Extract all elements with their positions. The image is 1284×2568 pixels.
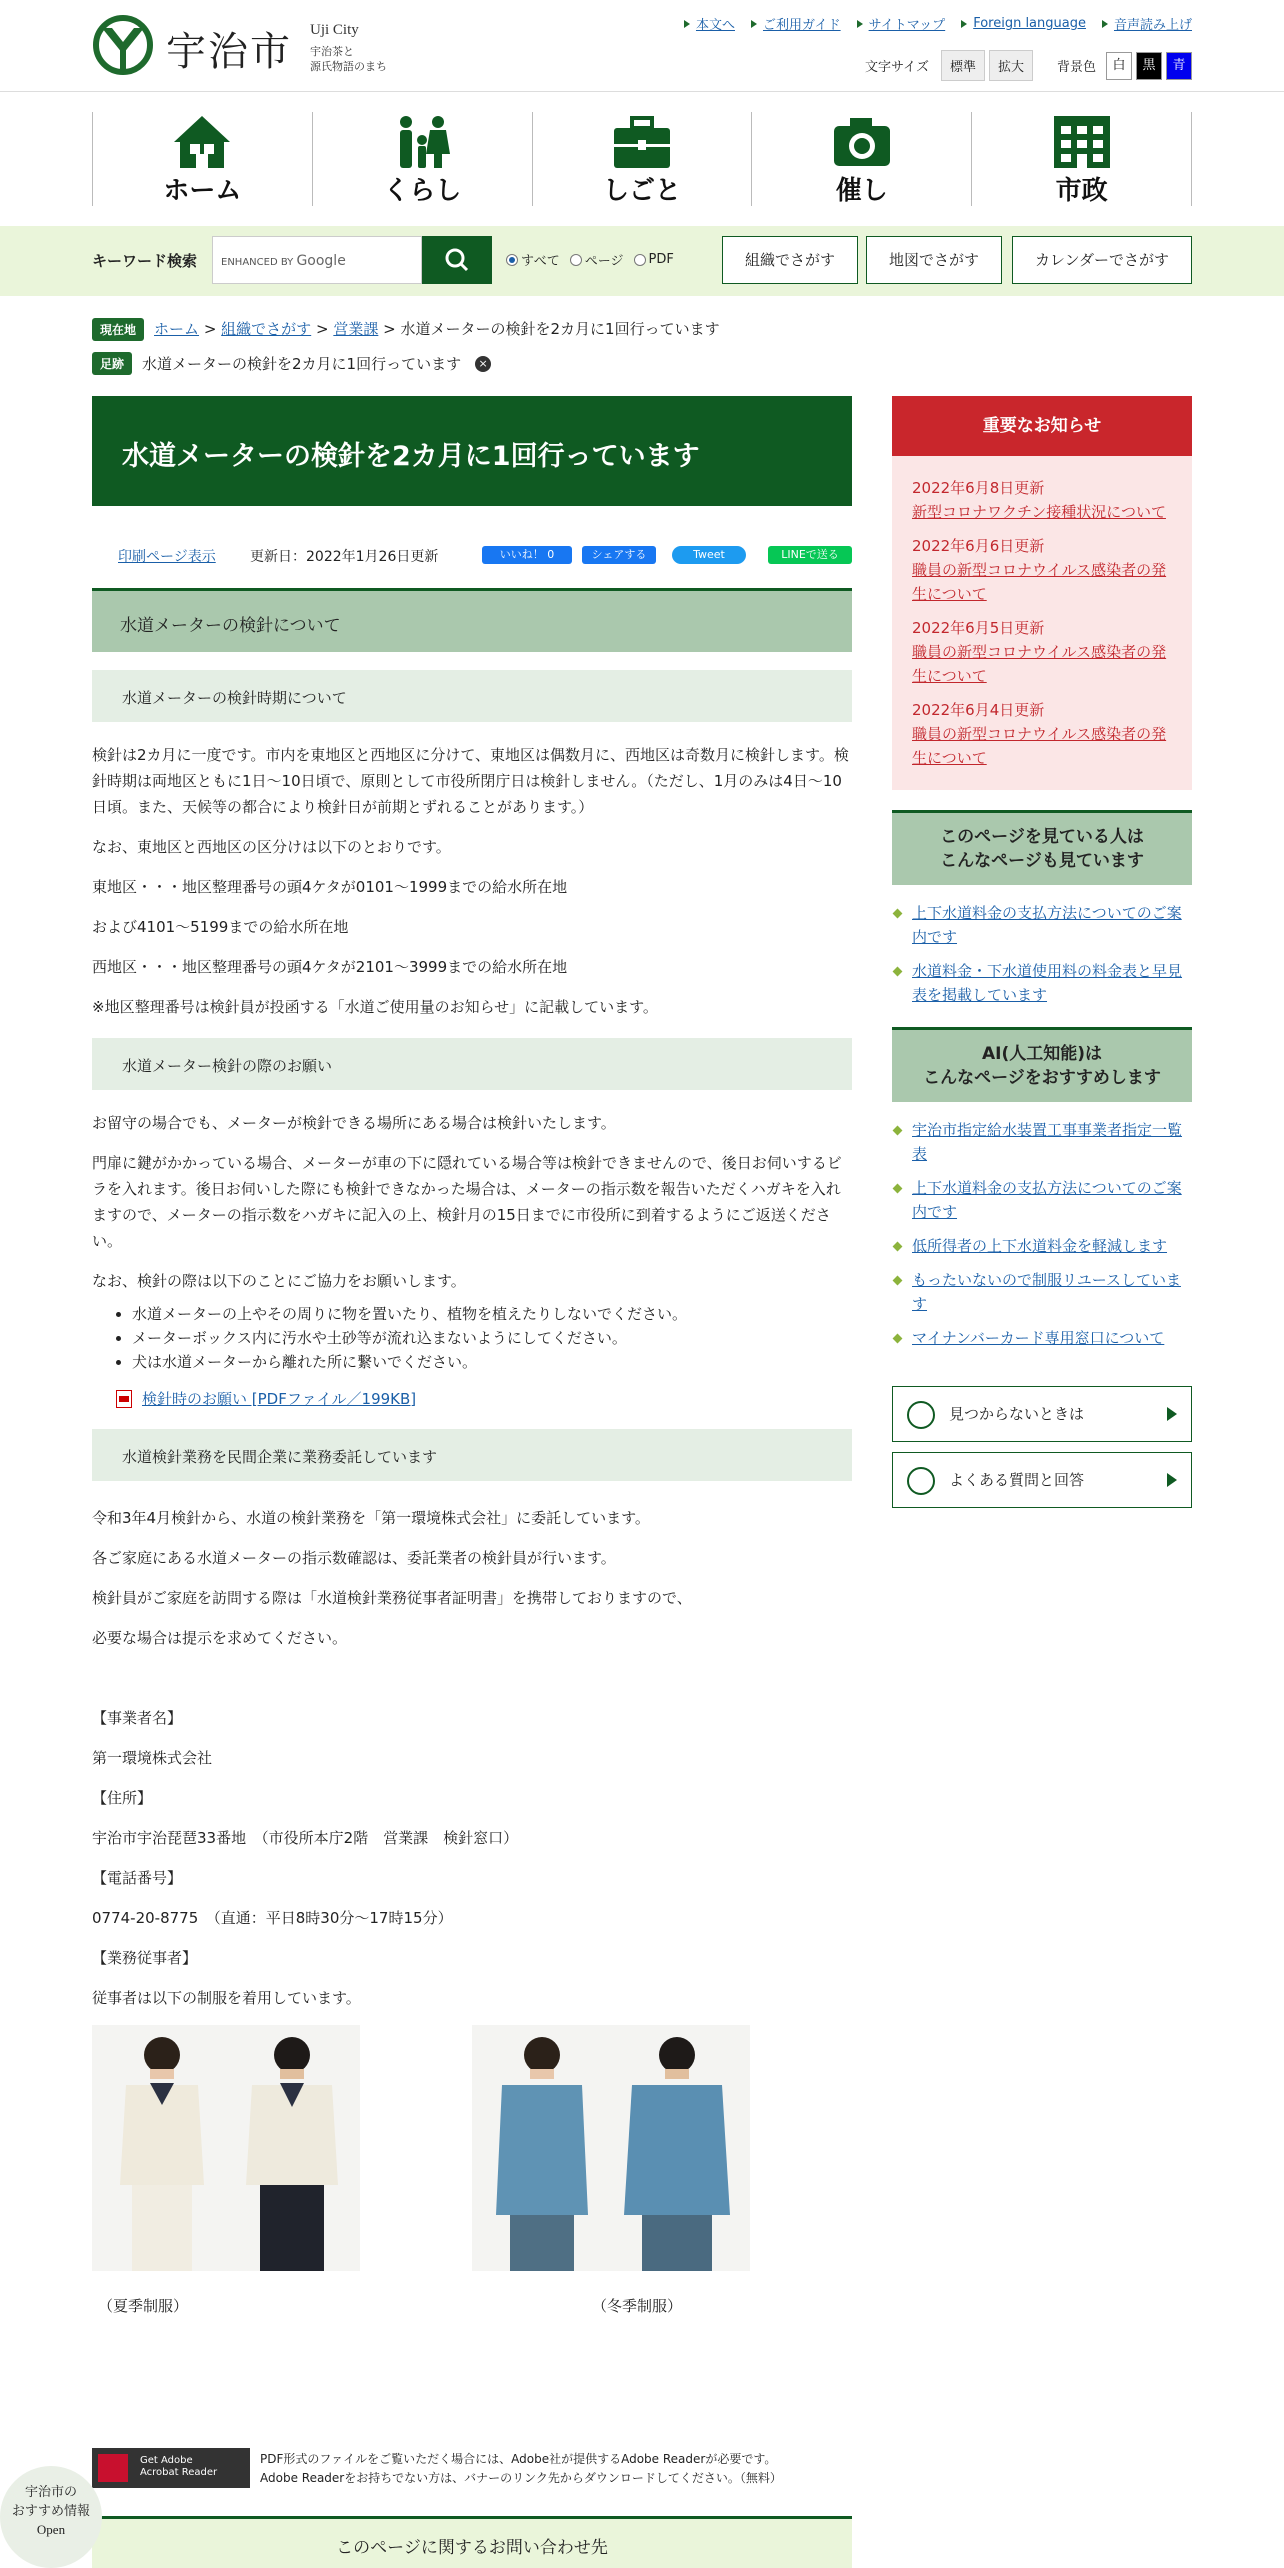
page-meta xyxy=(92,506,852,588)
notice-link[interactable]: 職員の新型コロナウイルス感染者の発生について xyxy=(912,643,1167,685)
recommended-info-toggle[interactable] xyxy=(0,2466,102,2568)
main-content xyxy=(92,396,852,2315)
arrow-icon xyxy=(1102,20,1108,28)
faq-label: よくある質問と回答 xyxy=(949,1471,1085,1489)
notice-date: 2022年6月5日更新 xyxy=(912,619,1045,637)
ai-recommend-box xyxy=(892,1027,1192,1350)
paragraph: お留守の場合でも、メーターが検針できる場所にある場合は検針いたします。 xyxy=(92,1114,616,1132)
ai-link[interactable]: もったいないので制服リユースしています xyxy=(912,1271,1181,1313)
related-link[interactable]: 上下水道料金の支払方法についてのご案内です xyxy=(912,904,1182,946)
summer-caption: （夏季制服） xyxy=(98,2297,189,2315)
site-name-en: Uji City xyxy=(310,22,359,38)
business-label: 【事業者名】 xyxy=(92,1709,183,1727)
paragraph: 門扉に鍵がかかっている場合、メーターが車の下に隠れている場合等は検針できませんので、後日お伺いするビラを入れます。後日お伺いした際にも検針できなかった場合は、メーターの指示数を報告いただくハガキを入れますので、メーターの指示数をハガキに記入の上、検針月の15日までに市役所に到着するようにご返送ください。 xyxy=(92,1154,842,1250)
paragraph: および4101～5199までの給水所在地 xyxy=(92,918,349,936)
breadcrumb-separator: > xyxy=(315,320,329,338)
float-line: おすすめ情報 xyxy=(11,2503,91,2518)
nav-home-label: ホーム xyxy=(163,176,242,206)
breadcrumb-home-link[interactable]: ホーム xyxy=(154,320,200,338)
breadcrumb-org-link[interactable]: 組織でさがす xyxy=(221,320,312,338)
search-by-org-button[interactable]: 組織でさがす xyxy=(722,236,858,284)
related-viewed-title: このページを見ている人は こんなページも見ています xyxy=(892,810,1192,885)
nav-government[interactable] xyxy=(972,112,1192,206)
notice-date: 2022年6月8日更新 xyxy=(912,479,1045,497)
pdf-icon xyxy=(116,1390,132,1408)
breadcrumb xyxy=(92,318,720,341)
briefcase-icon xyxy=(612,114,672,170)
search-bar xyxy=(0,226,1284,296)
arrow-icon xyxy=(961,20,967,28)
accessibility-tools xyxy=(865,50,1192,81)
address: 宇治市宇治琵琶33番地 （市役所本庁2階 営業課 検針窓口） xyxy=(92,1829,519,1847)
bg-blue-button[interactable]: 青 xyxy=(1166,52,1192,80)
related-link[interactable]: 水道料金・下水道使用料の料金表と早見表を掲載しています xyxy=(912,962,1183,1004)
site-name: 宇治市 xyxy=(166,29,292,75)
request-list xyxy=(132,1302,852,1374)
bg-color-label: 背景色 xyxy=(1056,60,1096,75)
breadcrumb-current: 水道メーターの検針を2カ月に1回行っています xyxy=(400,320,720,338)
facebook-like-button[interactable]: いいね！ 0 xyxy=(482,546,572,564)
address-label: 【住所】 xyxy=(92,1789,153,1807)
important-notices-title: 重要なお知らせ xyxy=(892,396,1192,456)
family-icon xyxy=(392,114,452,170)
paragraph: 西地区・・・地区整理番号の頭4ケタが2101～3999までの給水所在地 xyxy=(92,958,568,976)
font-size-label: 文字サイズ xyxy=(864,60,929,75)
nav-events[interactable] xyxy=(752,112,972,206)
list-item: • 犬は水道メーターから離れた所に繋いでください。 xyxy=(132,1350,852,1374)
notice-link[interactable]: 職員の新型コロナウイルス感染者の発生について xyxy=(912,561,1167,603)
notice-link[interactable]: 新型コロナワクチン接種状況について xyxy=(912,503,1166,521)
search-icon xyxy=(422,236,492,284)
list-item xyxy=(892,901,1186,949)
question-icon xyxy=(907,1467,935,1495)
arrow-right-icon xyxy=(1167,1473,1177,1487)
nav-life[interactable] xyxy=(313,112,533,206)
city-emblem-icon xyxy=(92,14,154,76)
list-item xyxy=(892,1268,1186,1316)
arrow-icon xyxy=(684,20,690,28)
paragraph: なお、検針の際は以下のことにご協力をお願いします。 xyxy=(92,1272,466,1290)
arrow-icon xyxy=(751,20,757,28)
phone-label: 【電話番号】 xyxy=(92,1869,183,1887)
pdf-link[interactable]: 検針時のお願い [PDFファイル／199KB] xyxy=(142,1390,417,1408)
paragraph: ※地区整理番号は検針員が投函する「水道ご使用量のお知らせ」に記載しています。 xyxy=(92,998,658,1016)
paragraph: 検針員がご家庭を訪問する際は「水道検針業務従事者証明書」を携帯しておりますので、 xyxy=(92,1589,692,1607)
ai-link[interactable]: 上下水道料金の支払方法についてのご案内です xyxy=(912,1179,1182,1221)
scope-page-radio[interactable]: ページ xyxy=(570,250,624,269)
winter-caption: （冬季制服） xyxy=(592,2297,683,2315)
footprint-tag: 足跡 xyxy=(92,352,132,375)
notice-link[interactable]: 職員の新型コロナウイルス感染者の発生について xyxy=(912,725,1167,767)
arrow-right-icon xyxy=(1167,1407,1177,1421)
paragraph: 各ご家庭にある水道メーターの指示数確認は、委託業者の検針員が行います。 xyxy=(92,1549,616,1567)
arrow-icon xyxy=(857,20,863,28)
staff-text: 従事者は以下の制服を着用しています。 xyxy=(92,1989,361,2007)
notice-date: 2022年6月4日更新 xyxy=(912,701,1045,719)
scope-all-radio[interactable]: すべて xyxy=(506,250,560,269)
staff-label: 【業務従事者】 xyxy=(92,1949,198,1967)
footprint-item[interactable]: 水道メーターの検針を2カ月に1回行っています xyxy=(142,355,462,373)
breadcrumb-separator: > xyxy=(383,320,396,338)
utility-links xyxy=(684,14,1192,33)
search-by-map-button[interactable]: 地図でさがす xyxy=(866,236,1002,284)
search-button[interactable] xyxy=(422,236,492,284)
breadcrumb-tag: 現在地 xyxy=(92,318,144,341)
list-item: • メーターボックス内に汚水や土砂等が流れ込まないようにしてください。 xyxy=(132,1326,852,1350)
nav-work-label: しごと xyxy=(602,176,681,206)
page-title: 水道メーターの検針を2カ月に1回行っています xyxy=(92,396,852,506)
magnifier-document-icon xyxy=(907,1401,935,1429)
camera-icon xyxy=(832,114,892,170)
guide-link[interactable]: ご利用ガイド xyxy=(762,18,841,33)
skip-to-content-link[interactable]: 本文へ xyxy=(695,18,735,33)
float-line: Open xyxy=(36,2522,66,2537)
building-icon xyxy=(1052,114,1112,170)
list-item xyxy=(892,1176,1186,1224)
section-heading: 水道メーターの検針について xyxy=(92,588,852,652)
ai-recommend-title: AI(人工知能)は こんなページをおすすめします xyxy=(892,1027,1192,1102)
winter-uniform-photo xyxy=(472,2025,750,2271)
paragraph: 必要な場合は提示を求めてください。 xyxy=(92,1629,348,1647)
nav-life-label: くらし xyxy=(383,176,462,206)
uniform-photos xyxy=(92,2025,852,2315)
subsection-heading-outsourcing: 水道検針業務を民間企業に業務委託しています xyxy=(92,1429,852,1481)
paragraph: 令和3年4月検針から、水道の検針業務を「第一環境株式会社」に委託しています。 xyxy=(92,1509,650,1527)
sidebar xyxy=(892,396,1192,1508)
scope-pdf-radio[interactable]: PDF xyxy=(634,252,674,267)
subsection-heading-request: 水道メーター検針の際のお願い xyxy=(92,1038,852,1090)
nav-events-label: 催し xyxy=(835,176,888,206)
not-found-button[interactable] xyxy=(892,1386,1192,1442)
pdf-download xyxy=(116,1388,852,1409)
close-icon[interactable]: × xyxy=(475,356,491,372)
nav-government-label: 市政 xyxy=(1055,176,1108,206)
search-input[interactable]: ENHANCED BY Google xyxy=(212,236,422,284)
bg-white-button[interactable]: 白 xyxy=(1106,52,1132,80)
business-name: 第一環境株式会社 xyxy=(92,1749,213,1767)
bg-black-button[interactable]: 黒 xyxy=(1136,52,1162,80)
adobe-text: PDF形式のファイルをご覧いただく場合には、Adobe社が提供するAdobe Readerが必要です。 Adobe Readerをお持ちでない方は、バナーのリンク先からダウンロードしてください。（無料） xyxy=(260,2452,782,2485)
read-aloud-link[interactable]: 音声読み上げ xyxy=(1113,18,1192,33)
breadcrumb-separator: > xyxy=(203,320,217,338)
global-nav xyxy=(92,112,1192,206)
list-item xyxy=(892,1234,1186,1258)
ai-link[interactable]: マイナンバーカード専用窓口について xyxy=(912,1329,1165,1347)
search-by-calendar-button[interactable]: カレンダーでさがす xyxy=(1012,236,1192,284)
search-scope xyxy=(506,250,674,269)
line-share-button[interactable]: LINEで送る xyxy=(768,546,852,564)
faq-button[interactable] xyxy=(892,1452,1192,1508)
subsection-heading-schedule: 水道メーターの検針時期について xyxy=(92,670,852,722)
notice-date: 2022年6月6日更新 xyxy=(912,537,1045,555)
foreign-language-link[interactable]: Foreign language xyxy=(973,16,1086,31)
list-item: • 水道メーターの上やその周りに物を置いたり、植物を植えたりしないでください。 xyxy=(132,1302,852,1326)
site-logo[interactable] xyxy=(92,14,392,84)
important-notices xyxy=(892,396,1192,790)
print-page-link[interactable]: 印刷ページ表示 xyxy=(118,549,216,565)
font-large-button[interactable]: 拡大 xyxy=(989,50,1033,81)
float-line: 宇治市の xyxy=(24,2484,77,2499)
not-found-label: 見つからないときは xyxy=(949,1405,1085,1423)
phone: 0774-20-8775 （直通：平日8時30分～17時15分） xyxy=(92,1909,453,1927)
updated-date: 更新日：2022年1月26日更新 xyxy=(250,549,439,565)
site-header xyxy=(0,0,1284,92)
adobe-reader-banner[interactable]: Get Adobe Acrobat Reader xyxy=(92,2448,250,2488)
ai-link[interactable]: 低所得者の上下水道料金を軽減します xyxy=(912,1237,1168,1255)
footprint-trail xyxy=(92,352,491,375)
related-viewed-box xyxy=(892,810,1192,1007)
list-item xyxy=(892,1326,1186,1350)
breadcrumb-dept-link[interactable]: 営業課 xyxy=(333,320,379,338)
paragraph: 東地区・・・地区整理番号の頭4ケタが0101～1999までの給水所在地 xyxy=(92,878,568,896)
paragraph: 検針は2カ月に一度です。市内を東地区と西地区に分けて、東地区は偶数月に、西地区は奇数月に検針します。検針時期は両地区ともに1日～10日頃で、原則として市役所閉庁日は検針しません。（ただし、1月のみは4日～10日頃。また、天候等の都合により検針日が前期とずれることがあります。） xyxy=(92,746,849,816)
list-item xyxy=(892,959,1186,1007)
ai-link[interactable]: 宇治市指定給水装置工事事業者指定一覧表 xyxy=(912,1121,1183,1163)
contact-heading: このページに関するお問い合わせ先 xyxy=(92,2516,852,2568)
nav-work[interactable] xyxy=(533,112,753,206)
site-tagline: 宇治茶と 源氏物語のまち xyxy=(310,45,387,73)
nav-home[interactable] xyxy=(93,112,313,206)
list-item xyxy=(892,1118,1186,1166)
font-standard-button[interactable]: 標準 xyxy=(941,50,985,81)
adobe-notice xyxy=(92,2448,852,2490)
tweet-button[interactable]: Tweet xyxy=(672,546,746,564)
paragraph: なお、東地区と西地区の区分けは以下のとおりです。 xyxy=(92,838,451,856)
keyword-search-label: キーワード検索 xyxy=(92,252,198,270)
summer-uniform-photo xyxy=(92,2025,360,2271)
facebook-share-button[interactable]: シェアする xyxy=(582,546,656,564)
house-icon xyxy=(172,114,232,170)
sitemap-link[interactable]: サイトマップ xyxy=(868,18,946,33)
